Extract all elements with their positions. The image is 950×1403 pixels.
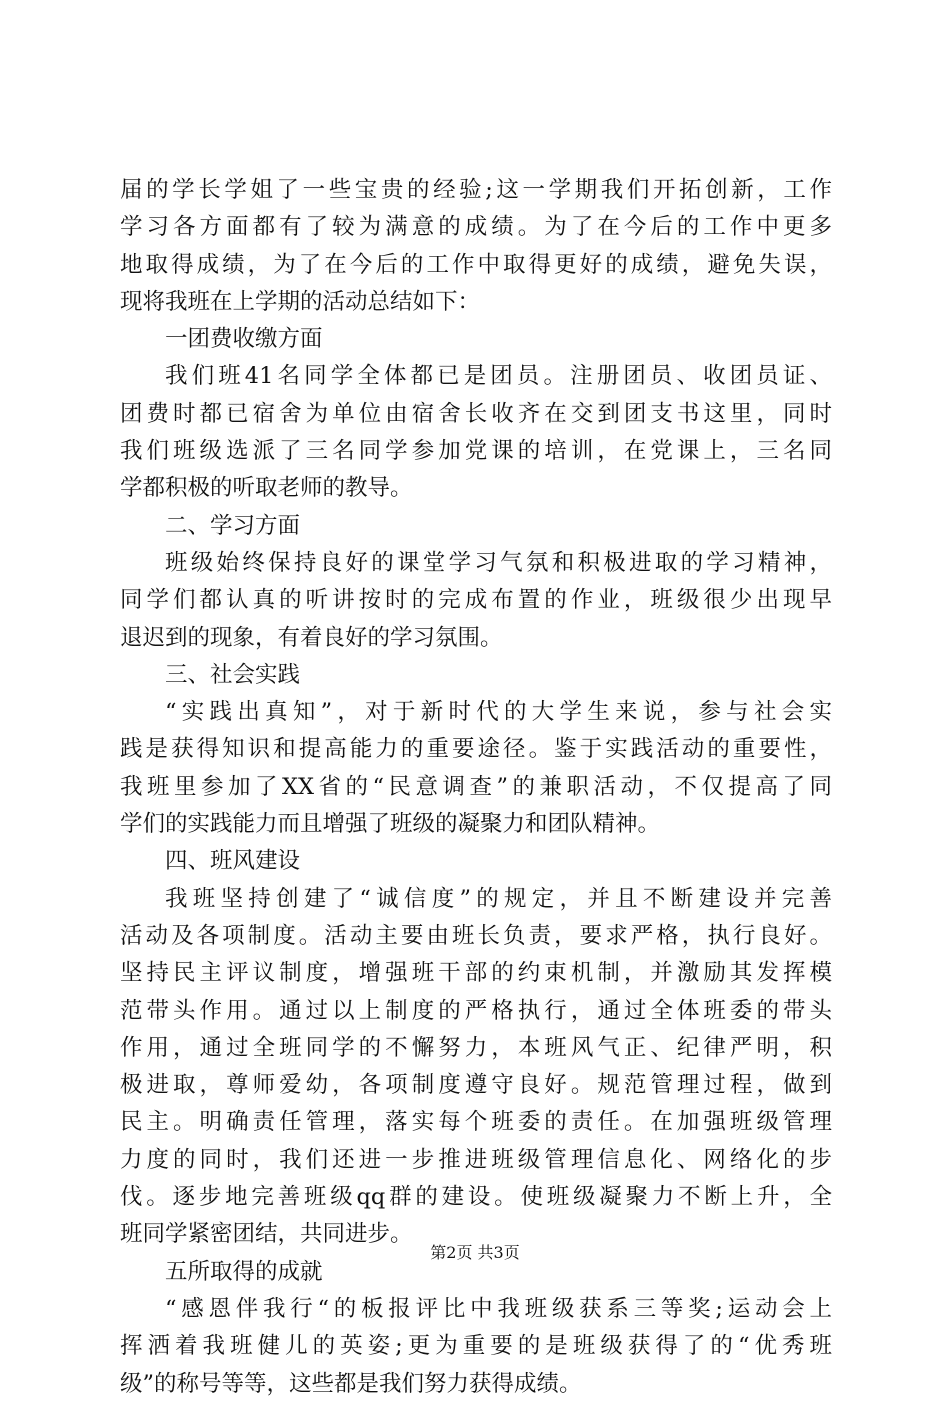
paragraph-line: 挥洒着我班健儿的英姿;更为重要的是班级获得了的“优秀班 [120,1333,832,1360]
section-heading: 五所取得的成就 [165,1258,323,1285]
paragraph-line: 学习各方面都有了较为满意的成绩。为了在今后的工作中更多 [120,214,832,241]
paragraph-line: 团费时都已宿舍为单位由宿舍长收齐在交到团支书这里，同时 [120,400,832,427]
paragraph-line: 作用，通过全班同学的不懈努力，本班风气正、纪律严明，积 [120,1034,832,1061]
page-footer: 第2页 共3页 [430,1243,520,1262]
paragraph-line: 民主。明确责任管理，落实每个班委的责任。在加强班级管理 [120,1109,832,1136]
paragraph-last-line: 退迟到的现象，有着良好的学习氛围。 [120,624,503,651]
paragraph-line: 活动及各项制度。活动主要由班长负责，要求严格，执行良好。 [120,922,832,949]
paragraph-last-line: 学都积极的听取老师的教导。 [120,475,413,502]
paragraph-last-line: 级”的称号等等，这些都是我们努力获得成绩。 [120,1370,582,1397]
paragraph-first-line: “感恩伴我行“的板报评比中我班级获系三等奖;运动会上 [165,1295,832,1322]
section-heading: 四、班风建设 [165,848,301,875]
paragraph-first-line: “实践出真知”，对于新时代的大学生来说，参与社会实 [165,699,832,726]
paragraph-line: 我们班级选派了三名同学参加党课的培训，在党课上，三名同 [120,438,832,465]
document-body [120,172,832,1403]
paragraph-last-line: 班同学紧密团结，共同进步。 [120,1221,413,1248]
section-heading: 三、社会实践 [165,661,301,688]
paragraph-line: 力度的同时，我们还进一步推进班级管理信息化、网络化的步 [120,1146,832,1173]
paragraph-last-line: 学们的实践能力而且增强了班级的凝聚力和团队精神。 [120,811,661,838]
paragraph-first-line: 我们班41名同学全体都已是团员。注册团员、收团员证、 [165,363,832,390]
paragraph-line: 范带头作用。通过以上制度的严格执行，通过全体班委的带头 [120,997,832,1024]
paragraph-line: 同学们都认真的听讲按时的完成布置的作业，班级很少出现早 [120,587,832,614]
paragraph-line: 伐。逐步地完善班级qq群的建设。使班级凝聚力不断上升，全 [120,1184,832,1211]
paragraph-first-line: 我班坚持创建了“诚信度”的规定，并且不断建设并完善 [165,885,832,912]
paragraph-line: 践是获得知识和提高能力的重要途径。鉴于实践活动的重要性， [120,736,832,763]
section-heading: 二、学习方面 [165,512,301,539]
paragraph-line: 届的学长学姐了一些宝贵的经验;这一学期我们开拓创新，工作 [120,177,832,203]
paragraph-line: 极进取，尊师爱幼，各项制度遵守良好。规范管理过程，做到 [120,1072,832,1099]
paragraph-first-line: 班级始终保持良好的课堂学习气氛和积极进取的学习精神， [165,549,832,576]
paragraph-line: 地取得成绩，为了在今后的工作中取得更好的成绩，避免失误， [120,251,832,278]
paragraph-line: 我班里参加了XX省的“民意调查”的兼职活动，不仅提高了同 [120,773,832,800]
section-heading: 一团费收缴方面 [165,326,323,353]
paragraph-line: 坚持民主评议制度，增强班干部的约束机制，并激励其发挥模 [120,960,832,987]
paragraph-last-line: 现将我班在上学期的活动总结如下： [120,288,481,315]
